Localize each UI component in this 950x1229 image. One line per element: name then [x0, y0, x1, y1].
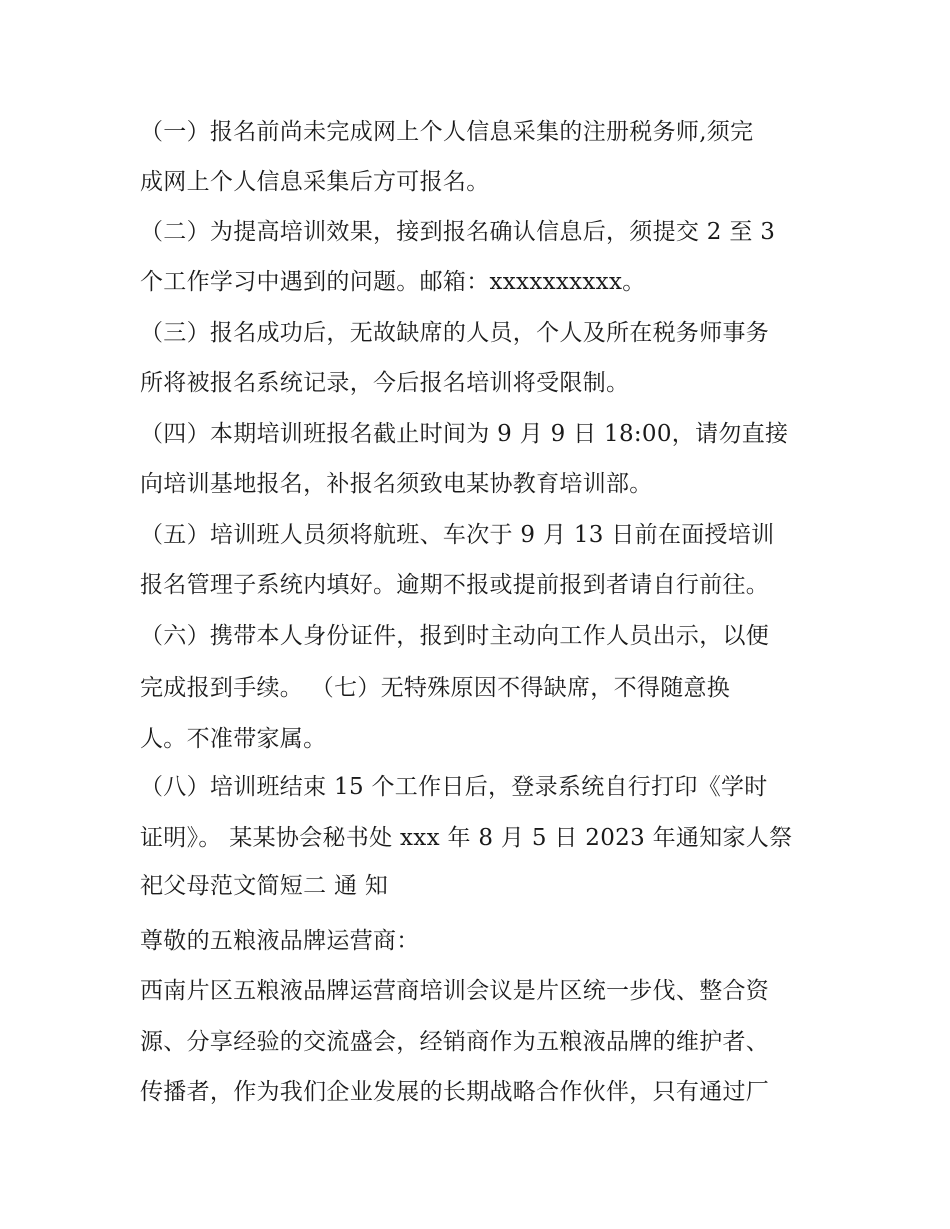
text-line: 个工作学习中遇到的问题。邮箱：xxxxxxxxxx。 [140, 269, 646, 295]
text-line: 尊敬的五粮液品牌运营商： [140, 928, 420, 954]
text-line: 西南片区五粮液品牌运营商培训会议是片区统一步伐、整合资 [140, 978, 770, 1004]
text-line: （六）携带本人身份证件，报到时主动向工作人员出示，以便 [140, 623, 770, 649]
text-line: （五）培训班人员须将航班、车次于 9 月 13 日前在面授培训 [140, 522, 775, 548]
text-line: 人。不准带家属。 [140, 726, 327, 752]
text-line: 源、分享经验的交流盛会，经销商作为五粮液品牌的维护者、 [140, 1029, 770, 1055]
text-line: 所将被报名系统记录，今后报名培训将受限制。 [140, 370, 630, 396]
text-line: （三）报名成功后，无故缺席的人员，个人及所在税务师事务 [140, 320, 770, 346]
text-line: 传播者，作为我们企业发展的长期战略合作伙伴，只有通过厂 [140, 1079, 770, 1105]
text-line: （二）为提高培训效果，接到报名确认信息后，须提交 2 至 3 [140, 219, 776, 245]
text-line: 完成报到手续。 （七）无特殊原因不得缺席，不得随意换 [140, 675, 731, 701]
text-line: 成网上个人信息采集后方可报名。 [140, 169, 490, 195]
text-line: 向培训基地报名，补报名须致电某协教育培训部。 [140, 471, 653, 497]
text-line: （一）报名前尚未完成网上个人信息采集的注册税务师,须完 [140, 119, 754, 145]
text-line: 祀父母范文简短二 通 知 [140, 873, 389, 899]
text-line: （八）培训班结束 15 个工作日后，登录系统自行打印《学时 [140, 774, 768, 800]
text-line: 报名管理子系统内填好。逾期不报或提前报到者请自行前往。 [140, 572, 770, 598]
text-line: 证明》。 某某协会秘书处 xxx 年 8 月 5 日 2023 年通知家人祭 [140, 825, 793, 851]
text-line: （四）本期培训班报名截止时间为 9 月 9 日 18:00，请勿直接 [140, 421, 789, 447]
